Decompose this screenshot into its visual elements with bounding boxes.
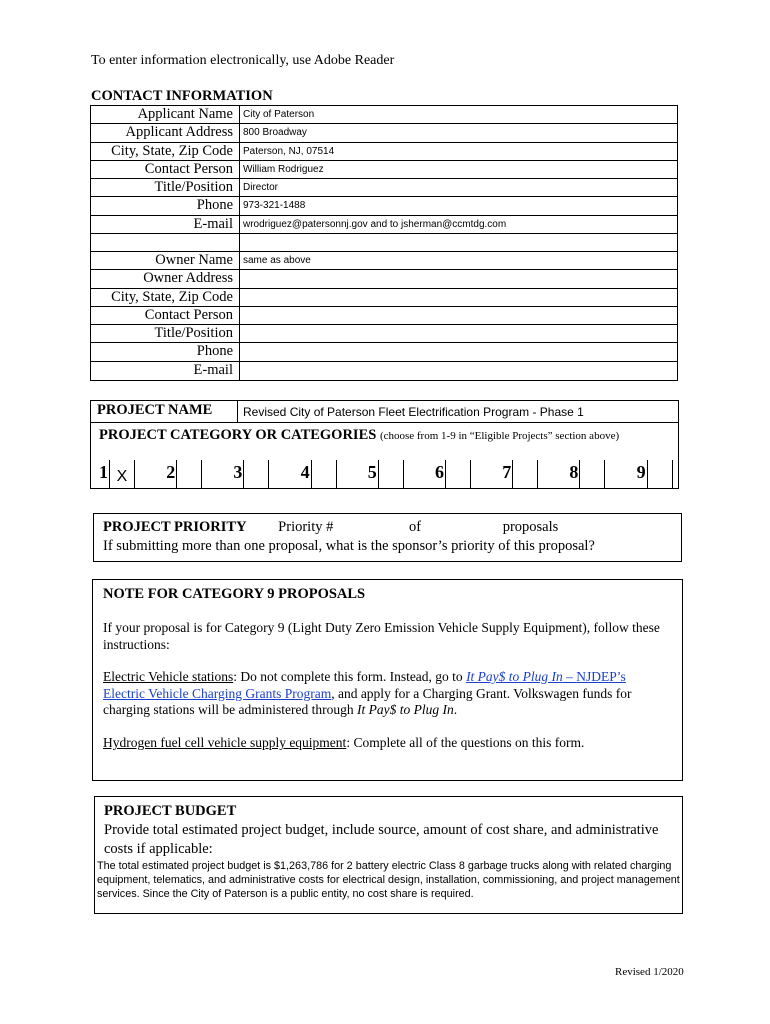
hydrogen-label: Hydrogen fuel cell vehicle supply equipment: [103, 735, 347, 750]
category9-note-box: [92, 579, 683, 781]
note-title: NOTE FOR CATEGORY 9 PROPOSALS: [103, 586, 366, 602]
category-checkbox[interactable]: [647, 460, 673, 488]
contact-row: [91, 307, 677, 325]
category-checkbox[interactable]: [512, 460, 538, 488]
contact-label: Owner Address: [143, 270, 233, 287]
contact-label: Contact Person: [144, 160, 233, 177]
category-checkbox[interactable]: [579, 460, 605, 488]
contact-value-field[interactable]: 800 Broadway: [243, 127, 307, 139]
contact-row: [91, 143, 677, 161]
ev-text: : Do not complete this form. Instead, go to: [233, 669, 467, 684]
contact-row: [91, 325, 677, 343]
priority-box: [93, 513, 682, 562]
priority-label: PROJECT PRIORITY: [103, 519, 247, 535]
category-number: 5: [367, 462, 377, 482]
contact-heading: CONTACT INFORMATION: [91, 88, 273, 104]
contact-value-field[interactable]: wrodriguez@patersonnj.gov and to jsherman@ccmtdg.com: [243, 218, 507, 230]
contact-row: [91, 197, 677, 215]
budget-title: PROJECT BUDGET: [104, 803, 237, 819]
note-intro: If your proposal is for Category 9 (Light Duty Zero Emission Vehicle Supply Equipment), follow these instructions:: [103, 620, 660, 652]
contact-row: [91, 179, 677, 197]
njdep-grants-link[interactable]: NJDEP’s Electric Vehicle Charging Grants Program: [103, 669, 626, 701]
contact-value-field[interactable]: Paterson, NJ, 07514: [243, 145, 335, 157]
contact-table: [90, 105, 678, 381]
category-number: 7: [502, 462, 512, 482]
budget-text-field[interactable]: The total estimated project budget is $1,263,786 for 2 battery electric Class 8 garbage trucks along with related charging equipment, telematics, and administrative costs for electrical design, installation, commissioning, and project management services. Since the City of Paterson is a public entity, no cost share is required.: [97, 860, 680, 900]
category-checkbox[interactable]: [311, 460, 337, 488]
contact-label: Owner Name: [155, 252, 233, 269]
contact-label: City, State, Zip Code: [111, 142, 233, 159]
contact-row: [91, 362, 677, 380]
ev-text: .: [453, 702, 458, 717]
contact-row: [91, 124, 677, 142]
note-ev-paragraph: [103, 669, 663, 719]
contact-row: [91, 216, 677, 234]
top-note: To enter information electronically, use Adobe Reader: [91, 53, 395, 68]
category-checkbox[interactable]: [176, 460, 202, 488]
project-name-box: [90, 400, 679, 423]
category-number: 4: [300, 462, 310, 482]
hydrogen-text: : Complete all of the questions on this form.: [346, 735, 585, 750]
ev-label: Electric Vehicle stations: [103, 669, 234, 684]
contact-value-field[interactable]: Director: [243, 182, 279, 194]
contact-value-field[interactable]: City of Paterson: [243, 109, 315, 120]
contact-label: Contact Person: [144, 306, 233, 323]
category-number: 1: [99, 462, 108, 482]
contact-row: [91, 343, 677, 361]
category-number: 9: [636, 462, 646, 482]
note-hydrogen-paragraph: [103, 735, 663, 752]
plug-in-link[interactable]: It Pay$ to Plug In: [466, 669, 563, 684]
category-heading-text: PROJECT CATEGORY OR CATEGORIES: [99, 427, 377, 443]
budget-prompt: Provide total estimated project budget, include source, amount of cost share, and administrative costs if applicable:: [104, 822, 659, 857]
column-divider: [237, 401, 238, 422]
contact-label: Phone: [196, 197, 233, 214]
contact-value-field[interactable]: William Rodriguez: [243, 163, 324, 175]
category-number: 2: [166, 462, 176, 482]
plug-in-italic: It Pay$ to Plug In: [356, 702, 454, 717]
ev-text: , and apply for a Charging Grant. Volkswagen funds for charging stations will be administered through: [103, 685, 632, 717]
link-separator[interactable]: –: [562, 669, 577, 684]
priority-of-label: of: [408, 519, 422, 535]
contact-label: E-mail: [193, 361, 233, 378]
project-name-field[interactable]: Revised City of Paterson Fleet Electrification Program - Phase 1: [243, 405, 584, 419]
category-number: 6: [435, 462, 444, 482]
priority-line: [103, 519, 558, 536]
contact-label: City, State, Zip Code: [111, 288, 233, 305]
contact-label: Applicant Name: [137, 106, 233, 122]
contact-row: [91, 234, 677, 252]
contact-label: Applicant Address: [125, 124, 233, 141]
contact-label: Title/Position: [154, 179, 233, 196]
category-heading: [99, 427, 619, 444]
contact-row: [91, 289, 677, 307]
category-number: 8: [569, 462, 579, 482]
contact-value-field[interactable]: same as above: [243, 255, 311, 267]
contact-label: Title/Position: [154, 325, 233, 342]
budget-box: [94, 796, 683, 914]
category-checkbox[interactable]: [378, 460, 404, 488]
revision-date: Revised 1/2020: [615, 966, 684, 978]
contact-value-field[interactable]: 973-321-1488: [243, 200, 306, 212]
category-box: [90, 423, 679, 489]
contact-row: [91, 106, 677, 124]
priority-question: If submitting more than one proposal, what is the sponsor’s priority of this proposal?: [103, 538, 595, 554]
project-name-label: PROJECT NAME: [97, 402, 213, 418]
category-checkbox[interactable]: [445, 460, 471, 488]
contact-row: [91, 161, 677, 179]
category-number: 3: [233, 462, 243, 482]
contact-row: [91, 252, 677, 270]
contact-label: E-mail: [193, 215, 233, 232]
priority-number-label: Priority #: [278, 519, 334, 535]
category-hint: (choose from 1-9 in “Eligible Projects” section above): [379, 430, 620, 442]
contact-label: Phone: [196, 343, 233, 360]
category-checkbox[interactable]: X: [109, 460, 135, 488]
category-checkbox[interactable]: [243, 460, 269, 488]
priority-proposals-label: proposals: [502, 519, 559, 535]
contact-row: [91, 270, 677, 288]
